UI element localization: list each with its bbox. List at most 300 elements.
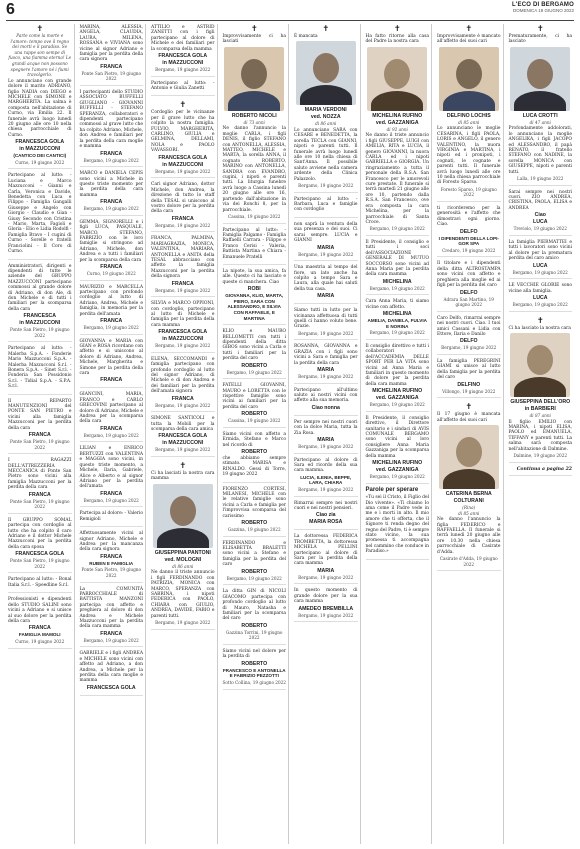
obituary-notice: [223, 432, 287, 483]
page-header: [0, 0, 580, 22]
deceased-name: DELFO: [459, 228, 478, 235]
deceased-name-secondary: in MAZZUCCONI: [162, 161, 204, 168]
cross-icon: ✝: [179, 461, 187, 471]
signature: FRANCESCO E ANTONELLA E FABRIZIO PEZZOTTI: [222, 667, 286, 679]
deceased-name: MARIA VERDONI: [304, 107, 347, 114]
deceased-name: MICHELINA RUFINO: [372, 460, 423, 467]
obituary-notice: [8, 597, 72, 648]
notice-text: GIANCINI, MARIA, FRANCO e CARLO GRECOVINI partecipano al dolore di Adriano, Michele e Andrea per la scomparsa della cara: [79, 392, 143, 425]
masthead-title: L'ECO DI BERGAMO: [512, 2, 574, 8]
place-date: Gazzina Torrini, 19 giugno 2022: [226, 629, 283, 641]
notice-text: KLIO e MAURO BELLOMETTI con tutti i dipendenti della ditta GIBOS sono vicini a Carla e tutti i familiari per la perdita del caro: [222, 329, 286, 362]
deceased-name-secondary: in BARBIERI: [524, 405, 556, 412]
obituary-notice: [294, 458, 358, 497]
notice-text: FRANCA, PALMINA, MARIAGRAZIA, MONICA, VALENTINA, MARIARA, ANTONELLA e ANITA della TESAL abbracciano con affetto la famiglia Mazzucconi per la perdita della signora: [151, 236, 215, 280]
notice-text: La COMUNITÀ PARROCCHIALE di BATTISTA MANZONI partecipa con affetto e preghiera al dolore di don Andrea e Michele Mazzucconi per la perdita della cara mamma: [79, 586, 143, 630]
place-date: Curno, 19 giugno 2022: [15, 638, 65, 644]
obituary-notice: [294, 534, 358, 584]
deceased-name-secondary: LUCA: [533, 219, 548, 226]
deceased-name: ROBERTO: [241, 449, 268, 455]
obituary-notice: [294, 588, 358, 622]
cross-icon: ✝: [250, 24, 258, 33]
place-date: Bergamo, 19 giugno 2022: [83, 325, 139, 330]
obituary-notice: [509, 467, 573, 477]
deceased-name-secondary: COLTURANI: [453, 497, 484, 504]
obituary-notice: [223, 541, 287, 586]
place-date: Ponte San Pietro, 19 giugno 2022: [9, 498, 70, 510]
notice-text: Il Presidente, il consiglio e tutti i soci dell'ASSOCIAZIONE GENERALE DI MUTUO SOCCORSO sono vicini ad Anna Maria per la perdita della cara mamma: [365, 239, 429, 278]
place-date: Curno, 19 giugno 2022: [15, 159, 65, 165]
notice-text: Il 17 giugno è mancata all'affetto dei suoi cari: [437, 412, 501, 423]
place-date: Bergamo, 19 giugno 2022: [155, 343, 211, 349]
deceased-name: FRANCA: [171, 215, 194, 222]
age-line: di 92 anni: [386, 126, 408, 132]
obituary-notice: [151, 81, 215, 97]
place-date: Sotto Collina, 19 giugno 2022: [222, 679, 286, 685]
deceased-name-secondary: ved. NOZZA: [310, 114, 341, 121]
deceased-name: MARIA: [317, 244, 335, 251]
portrait-photo: [510, 47, 570, 111]
place-date: Dalmine, 19 giugno 2022: [513, 452, 568, 458]
column-7: [435, 24, 504, 844]
notice-text: ATTILIO e ASTRID ZANETTI con i figli partecipano al dolore di Michele e dei familiari per la scomparsa della mamma: [151, 25, 215, 52]
deceased-name: FRANCA: [100, 318, 123, 324]
column-5: [292, 24, 361, 844]
notice-text: È mancata: [294, 34, 318, 39]
signature: LUCIA, ILENIA, BEPPE, LARA, CHIARA: [300, 474, 352, 486]
deceased-name: ROBERTO: [241, 622, 268, 629]
deceased-name: GIUSEPPINA DELL'ORO: [510, 398, 571, 405]
notice-text: Ci ha lasciati la nostra cara mamma: [151, 471, 215, 482]
column-6: [364, 24, 433, 844]
deceased-name: LUCA CROTTI: [522, 112, 558, 119]
obituary-notice: [80, 220, 144, 281]
cross-icon: ✝: [393, 24, 401, 33]
place-date: Bergamo, 19 giugno 2022: [369, 226, 425, 232]
place-date: Bergamo, 19 giugno 2022: [369, 474, 425, 480]
obituary-notice: [366, 299, 430, 340]
notice-text: Amministratori, dirigenti e dipendenti di tutte le aziende del GRUPPO MAZZUCCONI partecipano commossi al grande dolore di Adriano, di don Ale, di don Michele e di tutti i familiari per la scomparsa della cara: [8, 263, 72, 312]
obituary-notice: [8, 264, 72, 343]
header-rule: [6, 20, 574, 21]
portrait-photo: [439, 47, 499, 111]
place-date: Bergamo, 19 giugno 2022: [83, 432, 139, 438]
masthead-date: DOMENICA 19 GIUGNO 2022: [512, 8, 574, 13]
deceased-name: FRANCESCA GOLA: [15, 139, 65, 146]
signature: (CANTICO DEI CANTICI): [13, 153, 67, 159]
place-date: Bergamo, 19 giugno 2022: [155, 222, 211, 228]
deceased-name: FRANCA: [100, 63, 123, 70]
notice-text: ELENA, SECCOMANDI e famiglia partecipano con profondo cordoglio al lutto del signor Adriano, di Michele e di don Andrea e dei familiari per la perdita dell'amata signora: [151, 356, 215, 395]
portrait-photo: [367, 47, 427, 111]
obituary-notice: [8, 173, 72, 259]
notice-text: Il REPARTO MANUTENZIONI del PONTE SAN PIETRO e vicini alla famiglia Mazzucconi per la perdita della cara: [8, 398, 72, 431]
obituary-notice: [151, 461, 215, 630]
obituary-notice: [151, 357, 215, 412]
obituary-notice: [8, 346, 72, 394]
obituary-notice: [509, 240, 573, 279]
place-date: Ponte San Pietro, 19 giugno 2022: [9, 558, 70, 569]
portrait-photo: [510, 333, 570, 397]
place-date: Adrara San Martino, 19 giugno 2022: [443, 296, 494, 308]
place-date: Bergamo, 19 giugno 2022: [83, 157, 139, 163]
deceased-name-secondary: ved. MOLOGNI: [164, 556, 202, 563]
obituary-notice: [80, 90, 144, 167]
age-line-secondary: di 85 anni: [458, 510, 480, 516]
place-date: Bergamo, 19 giugno 2022: [155, 168, 211, 174]
deceased-name: FRANCA: [100, 490, 123, 497]
place-date: Bergamo, 19 giugno 2022: [155, 67, 211, 73]
deceased-name: FRANCESCA GOLA: [158, 433, 208, 440]
obituary-notice: [294, 222, 358, 261]
notice-text: Siamo vicini con affetto a Ermida, Stefano e Marco nel ricordo di: [222, 431, 286, 448]
deceased-name: FRANCA: [171, 395, 194, 402]
notice-text: Partecipano al lutto: - Bonal Italia S.r.l. - Speedline S.r.l.: [8, 577, 72, 588]
signature: GIOVANNA, KLIO, MARTA, PIERO, SARA CON ALESSANDRO, E SILVIA CON RAFFAELE, E MARTINA: [225, 293, 284, 321]
epigraph: Parte come la morte e l'amore: tempo ove il regno dei morti e il paradiso. Se una rappe son sempe di fuoco, una fiamma eterna! Le grandi acque non possono spegnere l'amore né i fiumi travolgerlo.: [8, 33, 72, 78]
cross-icon: ✝: [36, 24, 44, 33]
deceased-name: FRANCA: [100, 150, 123, 157]
obituary-notice: [509, 316, 573, 463]
deceased-name: FRANCA: [100, 425, 123, 432]
deceased-name-secondary: ved. GAZZANIGA: [375, 119, 419, 126]
notice-text: Improvvisamente ci ha lasciati: [222, 34, 286, 45]
deceased-name: ROBERTO NICOLI: [231, 112, 277, 119]
notice-text: Prematuramente, ci ha lasciato: [508, 34, 572, 45]
deceased-name: MICHELINA: [382, 311, 412, 318]
deceased-name: MARIA: [317, 437, 335, 443]
deceased-name: MICHELINA RUFINO: [372, 112, 423, 119]
notice-text: ti ricorderemo per la generosità e l'affetto che dimostravi ogni giorno. Ciao.: [437, 206, 501, 228]
obituary-notice: [8, 399, 72, 455]
place-date: Casirate d'Adda, 19 giugno 2022: [439, 555, 498, 567]
obituary-notice: [437, 261, 501, 311]
place-date: Bergamo, 19 giugno 2022: [298, 330, 354, 336]
place-date: Cassina, 19 giugno 2022: [228, 418, 281, 424]
notice-text: Partecipano al lutto: - Malerba S.p.A. - Fonderie Mario Mazzucconi S.p.A. - Malerba Mazzucconi S.r.l. - Bonera S.p.A. - Sinet S.r.l. - Fonderia San Possidonio S.r.l. - Tidial S.p.A. - S.P.A. S.r.l.: [8, 346, 72, 390]
masthead: [512, 2, 574, 13]
place-date: Bergamo, 19 giugno 2022: [441, 345, 497, 351]
notice-text: Il Presidente, il consiglio direttivo, il Direttore sanitario e i sindaci di AVIS COMUNALE BERGAMO sono vicini al loro consigliere Anna Maria Gazzaniga per la scomparsa della mamma: [365, 415, 429, 459]
deceased-name: DELFINO: [457, 381, 481, 388]
deceased-name: FRANCESCA GOLA: [158, 154, 208, 161]
notice-body: Ne danno l'annuncio la moglie CARLA, i figli DENIS, il figlio STEFANO con ANTONELLA, ALESSIA, MATTEO, MICHELE e MARTA, la sorella ANNA, il cognato ROBERTO, MARINO con ANTONELLA, SANDRA con EVANDRO, cugini, i nipoti e parenti tutti. La liturgia funebre avrà luogo a Cassina lunedì 20 giugno alle ore 16, partendo dall'abitazione in via dei Ronchi 8, per la parrocchiale.: [222, 126, 286, 213]
deceased-name: ROBI: [247, 286, 261, 293]
age-line: di 73 anni: [243, 119, 265, 125]
place-date: Bergamo, 19 giugno 2022: [369, 330, 425, 336]
column-8: [507, 24, 575, 844]
deceased-name: MICHELINA RUFINO: [372, 388, 423, 395]
deceased-name: ROBERTO: [241, 660, 268, 667]
obituary-notice: [8, 518, 72, 574]
notice-text: Partecipano al lutto: - Famiglia Palgamo - Famiglia Raffaelli Carrara - Filippo e Franco Cerisi - Valeria, Battista Martina e Chiara - Emanuele Pratelli: [222, 227, 286, 260]
signature: RUBEN E FAMIGLIA: [89, 560, 134, 566]
deceased-name: MICHELINA: [382, 278, 412, 285]
deceased-name: AMEDEO BREMBILLA: [298, 605, 354, 612]
place-date: Bergamo, 19 giugno 2022: [298, 373, 354, 379]
notice-text: LE VECCHIE GLORIE sono vicine alla famiglia.: [508, 283, 572, 294]
deceased-name-secondary: in MAZZUCCONI: [162, 60, 204, 67]
place-date: Bergamo, 19 giugno 2022: [369, 285, 425, 291]
place-date: Bergamo, 19 giugno 2022: [155, 620, 211, 626]
place-date: Curno, 19 giugno 2022: [86, 270, 136, 276]
obituary-notice: [294, 24, 358, 193]
place-date: Bergamo, 19 giugno 2022: [298, 574, 354, 580]
obituary-notice: [151, 236, 215, 297]
deceased-name: FRANCA: [100, 553, 123, 560]
notice-text: ROSANNA, GIOVANNA e GRAZIA con i figli sono vicini a Sara e famiglia per la perdita della cara: [294, 344, 358, 366]
notice-text: Ha fatto ritorno alla casa del Padre la nostra cara: [365, 34, 429, 45]
notice-text: In questo momento di grande dolore per la sua cara mamma: [294, 588, 358, 605]
notice-text: Siamo vicini nel dolore per la perdita di: [222, 648, 286, 660]
cross-icon: ✝: [465, 402, 473, 412]
obituary-notice: [151, 416, 215, 457]
column-4: [221, 24, 290, 844]
place-date: Bergamo, 19 giugno 2022: [512, 301, 568, 307]
deceased-name: FRANCESCA GOLA: [15, 551, 65, 558]
notice-text: Affettuosamente vicini al signor Adriano, Michele e Andrea per la mancanza della cara signora: [79, 531, 143, 553]
place-date: Ponte San Pietro, 19 giugno 2022: [81, 567, 142, 578]
notice-body: Ne danno l'annuncio la figlia FEDERICO e RAFFAELLA. Il funerale si terrà lunedì 20 giugno alle ore 10.30 nella chiesa parrocchiale di Casirate d'Adda.: [437, 517, 501, 555]
obituary-notice: [151, 25, 215, 77]
place-date: Bergamo, 19 giugno 2022: [512, 269, 568, 275]
notice-text: Rimarrai sempre nei nostri cuori e nei nostri pensieri.: [294, 500, 358, 511]
notice-text: Cordoglio per le vicinanze per il grave lutto che ha colpito la nostra famiglia. FULVIO, MARGHERITA, CARLINO, GIULIA e GELMINA, DELLAMI, NOLA e PAOLO VAVASSORI.: [151, 110, 215, 154]
place-date: Foresto Sparso, 19 giugno 2022: [440, 186, 497, 198]
deceased-name: Ciao nonna: [311, 404, 340, 411]
notice-text: Siamo tutti in lutto per la vicinanza affettuosa di tutti quelli ci hanno voluto bene. Grazie.: [294, 308, 358, 330]
deceased-name: MARIA: [317, 366, 335, 373]
place-date: Ponte San Pietro, 19 giugno 2022: [81, 70, 142, 82]
obituary-notice: [223, 589, 287, 645]
column-2: [78, 24, 147, 844]
cross-icon: ✝: [536, 24, 544, 33]
notice-text: FIORENZO CORTESI, MILANESI, MICHELE con le relative famiglie sono vicini a Carla e famiglia per l'improvvisa scomparsa del carissimo: [222, 486, 286, 519]
page-number: 6: [6, 1, 15, 18]
place-date: Villongo, 19 giugno 2022: [442, 388, 496, 394]
obituary-notice: [437, 24, 501, 202]
notice-text: «Tu sei il Cristo, il Figlio del Dio vivente». «Ti chiamo Io ama come il Padre vede in me e i morti in alto. Il mio amore che ti offerta, che il Signore ti renda degno del regno del Padre, ti è sempre stato vicino, la sua promessa ti accompagna nel cammino che conduce in Paradiso.»: [365, 495, 429, 555]
place-date: Bergamo, 19 giugno 2022: [369, 402, 425, 408]
place-date: Bergamo, 19 giugno 2022: [226, 575, 282, 581]
place-date: Bergamo, 19 giugno 2022: [83, 206, 139, 212]
deceased-name-secondary: in MAZZUCCONI: [19, 146, 61, 153]
deceased-name: FRANCA: [100, 263, 123, 270]
obituary-notice: [223, 329, 287, 379]
deceased-name: DELFO: [459, 289, 478, 296]
notice-text: La ditta GIN di NICOLI GIACOMO partecipa con profondo cordoglio al lutto di Mauro, Natasha e familiari per la scomparsa del caro: [222, 589, 286, 622]
age-line: (Rina): [462, 504, 476, 510]
obituary-notice: [223, 228, 287, 265]
notice-body: Ne danno il triste annuncio i figli FERDINANDO con PATRIZIA, MONICA con MARCO, SPERANZA con SABRINA, i nipoti FEDERICA con PAOLO, CHIARA con GIULIO, ANDREA, DAVIDE, FABIO e parenti tutti.: [151, 570, 215, 619]
obituary-notice: [8, 24, 72, 169]
notice-body: Profondamente addolorati, lo annunciano la moglie ANGELIKA, i figli JACOPO ed ALESSANDRO, il papà RENATO, il fratello STEFANO con NADINE, la sorella MONICA con GIUSEPPE, nipoti e parenti tutti.: [508, 126, 572, 175]
place-date: Ponte San Pietro, 19 giugno 2022: [9, 439, 70, 450]
obituary-notice: [509, 24, 573, 186]
notice-text: FATELLI GIOVANNI, MAURO e LORETTA con le rispettive famiglie sono vicini ai familiari per la perdita del caro: [222, 383, 286, 410]
notice-text: La famiglia PIERMATTEI e tutti i lavoratori sono vicini al dolore per la prematura perdita del caro amico: [508, 239, 572, 262]
column-1: [6, 24, 75, 844]
obituary-notice: [294, 197, 358, 218]
deceased-name-secondary: in MAZZUCCONI: [19, 320, 61, 327]
obituary-notice: [223, 269, 287, 325]
notice-text: Improvvisamente è mancato all'affetto dei suoi cari: [437, 34, 501, 45]
notice-text: Il consiglio direttivo e tutti i collaboratori dell'ACCADEMIA DELLE SPORT PER LA VITA sono vicini ad Anna Maria e familiari in questo momento di dolore per la perdita della cara mamma: [365, 343, 429, 387]
place-date: Bergamo, 19 giugno 2022: [298, 487, 354, 492]
cross-icon: ✝: [465, 24, 473, 33]
notice-text: SILVIA e MARCO OPPIONI, con cordoglio, partecipano al lutto di Michele e famiglia per la perdita della cara mamma: [151, 301, 215, 328]
notice-text: FERDINANDO e ELISABETTA BRALETTI sono vicini a Stefano e famiglia per la perdita del caro: [222, 540, 286, 568]
deceased-name: FRANCA: [28, 491, 51, 498]
obituary-columns: [6, 24, 574, 844]
obituary-notice: [437, 402, 501, 571]
deceased-name: FRANCESCA: [23, 313, 57, 320]
age-line: di 86 anni: [172, 563, 194, 569]
deceased-name: Ciao: [534, 212, 546, 219]
obituary-notice: [223, 383, 287, 428]
age-line: di 87 anni: [529, 412, 551, 418]
obituary-notice: [294, 344, 358, 383]
deceased-name: FRANCESCA GOLA: [86, 684, 136, 691]
obituary-notice: [80, 651, 144, 695]
obituary-notice: [80, 285, 144, 335]
notice-text: GEMMA, SIGNORELLI e i figli LUCA, PASQUALE, MARCO, STEFANO, FABRIZIO con le loro famiglie si stringono ad Adriano, Michele, don Andrea e a tutti i familiari per la scomparsa della cara: [79, 219, 143, 263]
notice-text: La famiglia PEREGRINI GIAMI si unisce al lutto della famiglia per la perdita del caro: [437, 358, 501, 381]
notice-text: Partecipano al lutto: - Luciana e Marco Mazzucconi - Gianni e Carla, Veronica e Davide, Benedetta con Luca e Filippo - Famiglia Gangalli Giuseppe e Angelo con Giorgio - Claudio e Gian - Giusy Secondo con Cristina - Mario, Marta, Fagioli e Gloria - Elio e Lidia Rodolfi - Famiglia Bravo - I cugini di Curno - Sorelle e fratelli Franciolini - Il Coro di Curno.: [8, 173, 72, 255]
place-date: Ponte San Pietro, 19 giugno 2022: [9, 327, 70, 338]
notice-text: Una maestria al tempo del fiore, un lato anche ha colpito a tempo Sara e Laura, alla quale hai saluti della tua casa.: [294, 265, 358, 292]
obituary-notice: [8, 458, 72, 514]
obituary-notice: [366, 488, 430, 560]
obituary-notice: [80, 511, 144, 527]
obituary-notice: [80, 25, 144, 86]
deceased-name: FRANCA: [28, 432, 51, 439]
place-date: Gazzina, 19 giugno 2022: [227, 527, 281, 533]
signature: FAMIGLIA MAMOLI: [18, 632, 61, 638]
obituary-notice: [437, 206, 501, 257]
notice-text: Cari signor Adriano, dottor Michele, don Andrea, la direzione di tutto lo staff della TESAL si uniscono al vostro dolore per la perdita della cara: [151, 182, 215, 215]
notice-text: Partecipa al dolore: - Valerio Remigioli: [79, 511, 143, 522]
deceased-name: DELFINO LOCHIS: [446, 112, 491, 119]
notice-body: Ne danno il triste annuncio i figli GIUSEPPE, LUIGI con AMELIA, RITA e LUCIA, il genero GIOVANNI, la nuora CARLA ed i nipoti GABRIELLA e GIORGIA. Un ringraziamento a tutta il personale della R.S.A. San Francesco per le amorevoli cure prestate. Il funerale si terrà martedì 21 giugno alle ore 10, partendo dalla R.S.A. San Francesco, ove era composta la cara Michelina, per la parrocchiale di Santa Croce.: [365, 133, 429, 225]
obituary-notice: [151, 182, 215, 232]
obituary-notice: [294, 388, 358, 416]
notice-text: Cara Anna Maria, ti siamo vicine con affetto.: [365, 299, 429, 310]
deceased-name: FRANCA: [100, 377, 123, 384]
cross-icon: ✝: [322, 24, 330, 33]
notice-text: MAURIZIO e MARCELLA partecipano con profondo cordoglio al lutto di Adriano, Andrea, Michele e famiglia, in memoria per la perdita dell'amata: [79, 284, 143, 317]
obituary-notice: [437, 359, 501, 398]
notice-text: SIMONE SANTICOLI e tutta la Mobili per la scomparsa della cara amica: [151, 416, 215, 433]
place-date: Bergamo, 19 giugno 2022: [83, 637, 139, 643]
deceased-name: CATERINA BERNA: [445, 490, 492, 497]
notice-text: Ci ha lasciato la nostra cara: [508, 325, 571, 331]
deceased-name: ROBERTO: [241, 362, 268, 369]
notice-text: Partecipano al lutto: - Antonio e Giulia Zanetti: [151, 80, 215, 92]
deceased-name: FRANCESCA GOLA: [158, 53, 208, 60]
deceased-name: FRANCA: [100, 199, 123, 206]
notice-text: Lo annunciano con grande dolore il marito ADRIANO, figlio NADIA con DIEGO e MICHELE con SIMONE e MARGHERITA. La salma è composta nell'abitazione di Curno, via Emilia 22. Il funerale avrà luogo lunedì 20 giugno alle ore 10 nella chiesa parrocchiale di Curno.: [8, 78, 72, 138]
notice-text: GABRIELE e i figli ANDREA e MICHELE sono vicini con affetto ad Adriano, a don Andrea, a Michele per la perdita della cara moglie e mamma: [79, 651, 143, 684]
notice-text: Sarai sempre nei nostri cuori. ZIO ANDREA, CRISTINA, PAOLA, ELISA e ANDREA: [508, 189, 572, 211]
deceased-name-secondary: in MAZZUCCONI: [162, 336, 204, 343]
deceased-name: FRANCA: [100, 630, 123, 637]
obituary-notice: [80, 171, 144, 216]
notice-body: che abbiamo sempre stimato. MARISA e RINALDO. Gessi di Torre, 19 giugno 2022: [222, 456, 286, 478]
deceased-name: LUCA: [533, 294, 548, 301]
obituary-notice: [366, 240, 430, 295]
obituary-notice: [294, 420, 358, 454]
notice-text: MARCO e DANIELA CEPIS sono vicini a Michele in questo triste momento per la perdita della cara mamma: [79, 171, 143, 198]
notice-body: Il figlio EMILIO con MARINA, i nipoti ELISA, PAOLO ed EMANUELA, TIFFANY e parenti tutti. La salma sarà composta nell'abitazione di Dalmine.: [508, 419, 572, 452]
age-line: di 47 anni: [529, 119, 551, 125]
notice-text: LILIAN e ENRICO BERTUZZI con VALENTINA e MAGGIA sono vicini, in questo triste momento, a Michele, Ilaria, Gabriele, Alice e Alberto e al signor Adriano per la perdita dell'amata: [79, 446, 143, 490]
place-date: Treviolo, 19 giugno 2022: [513, 226, 567, 232]
notice-text: I partecipanti dello STUDIO ASSOCIATO BUFFELLI GIUGLIANO - GIOVANNI BUFFELLI - STEFANO SPERANZA, collaboratori e dipendenti partecipano commossi al grave lutto che ha colpito Adriano, Michele, don Andrea e familiari per la perdita della cara moglie e mamma: [79, 90, 143, 150]
deceased-name: FRANCA: [171, 280, 194, 287]
portrait-photo: [439, 425, 499, 489]
deceased-name: MARIA: [317, 293, 335, 300]
place-date: Bergamo, 19 giugno 2022: [226, 369, 282, 375]
section-heading: Parole per sperare: [365, 486, 419, 493]
place-date: Bergamo, 19 giugno 2022: [155, 402, 211, 408]
notice-text: Partecipano al lutto: - Barbara, Luca e famiglie con cordoglio: [294, 196, 358, 213]
place-date: Bergamo, 19 giugno 2022: [298, 251, 354, 257]
deceased-name: LUCA: [533, 262, 548, 269]
continue-note: Continua a pagina 22: [516, 466, 572, 472]
notice-text: MARINA, ALESSIA, ANGELA, CLAUDIA, LAURA, MILENA, ROSSANA e VIVIANA sono vicine al signor Adriano e famiglia per la perdita della cara signora: [79, 25, 143, 63]
notice-text: Il GRUPPO SOMAL partecipa con cordoglio al lutto che ha colpito il caro Adriano e il dottor Michele Mazzucconi per la perdita della cara sposa: [8, 517, 72, 550]
age-line: di 86 anni: [315, 121, 337, 127]
obituary-notice: [80, 531, 144, 582]
obituary-notice: [509, 283, 573, 311]
obituary-notice: [509, 190, 573, 236]
portrait-photo: [153, 484, 213, 548]
obituary-notice: [80, 446, 144, 507]
notice-text: Partecipano al dolore di Sara ed ricordo della sua cara mamma.: [294, 457, 358, 474]
notice-text: I RAGAZZI DELL'ATTREZZERIA MECCANICA di Ponte San Pietro sono vicini alla famiglia Mazzucconi per la perdita della cara: [8, 458, 72, 491]
notice-text: Professionisti e dipendenti dello STUDIO SALINI sono vicini a Adriano e si unisce al suo dolore per la perdita della cara: [8, 597, 72, 624]
deceased-name-secondary: in MAZZUCCONI: [162, 440, 204, 447]
notice-body: Lo annunciano le moglie CESARINA, i figli PAOLA, LORIS e ANGELO, il genero VALENTINO, la nuora VIRGINIA e MARTINA, i nipoti ed i pronipoti, i cognati, le cognate e parenti tutti. Il funerale avrà luogo lunedì alle ore 10 nella chiesa parrocchiale di Foresto Sparso.: [437, 126, 501, 186]
notice-text: Partecipano all'ultimo saluto ai nostri vicini con affetto alla sua memoria.: [294, 387, 358, 404]
obituary-notice: [366, 24, 430, 236]
deceased-name-secondary: ved. GAZZANIGA: [375, 467, 419, 474]
obituary-notice: [366, 416, 430, 484]
obituary-notice: [294, 265, 358, 304]
place-date: Lalla, 19 giugno 2022: [517, 176, 564, 182]
deceased-name-secondary: ved. GAZZANIGA: [375, 395, 419, 402]
deceased-name: MARIA: [317, 567, 335, 574]
notice-text: Il titolare e i dipendenti della ditta ALTROSTAMPA sono vicini con affetto e preghiera alla moglie ed ai figli per la perdita del caro: [437, 261, 501, 289]
obituary-notice: [151, 100, 215, 178]
deceased-name-secondary: MARIA ROSA: [309, 519, 343, 526]
deceased-name: FRANCA: [28, 625, 51, 632]
notice-text: non saprà la ventura della sua presenza e dei suoi. Ci sarai sempre. LUCIA e GIANNI: [294, 221, 358, 244]
notice-body: Lo annunciano SARA con CESARE e BENEDETTA, la sorella TECLA con GIANNI, nipoti e parenti tutti. Il funerale avrà luogo lunedì alle ore 10 nella chiesa di Sant'Anna. Il possibile saluto avviene nella camera ardente della Clinica Palazzolo.: [294, 128, 358, 182]
age-line: di 85 anni: [458, 119, 480, 125]
portrait-photo: [224, 47, 284, 111]
deceased-name: ROBERTO: [241, 568, 268, 575]
place-date: Bergamo, 19 giugno 2022: [155, 287, 211, 293]
cross-icon: ✝: [179, 100, 187, 110]
deceased-name: ROBERTO: [241, 411, 268, 418]
obituary-notice: [80, 392, 144, 442]
portrait-photo: [296, 41, 356, 105]
obituary-notice: [294, 501, 358, 531]
deceased-name: Ciao zia: [315, 512, 336, 519]
obituary-notice: [151, 301, 215, 353]
